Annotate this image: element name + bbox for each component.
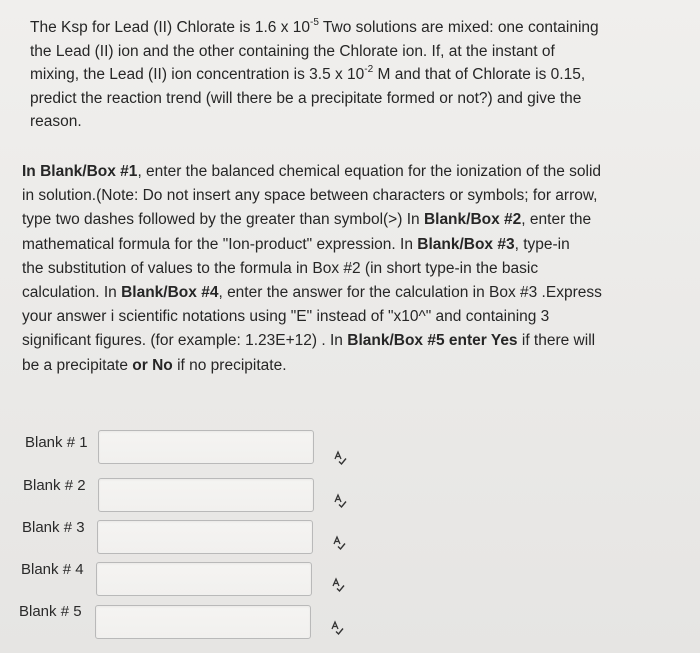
blank-input-4[interactable] <box>96 562 312 596</box>
blank-input-2[interactable] <box>98 478 314 512</box>
spellcheck-icon[interactable] <box>331 535 347 551</box>
spellcheck-icon[interactable] <box>329 620 345 636</box>
blank-label-3: Blank # 3 <box>22 519 85 536</box>
blank-input-3[interactable] <box>97 520 313 554</box>
blank-input-1[interactable] <box>98 430 314 464</box>
question-instructions: In Blank/Box #1, enter the balanced chemical equation for the ionization of the solid in solution.(Note: Do not insert any space between characters or symbols; for arrow, type two dashes followed by the greater than symbol(>) In Blank/Box #2, enter the mathematical formula for the "Ion-product" expression. In Blank/Box #3, type-in the substitution of values to the formula in Box #2 (in short type-in the basic calculation. In Blank/Box #4, enter the answer for the calculation in Box #3 .Express your answer i scientific notations using "E" instead of "x10^" and containing 3 significant figures. (for example: 1.23E+12) . In Blank/Box #5 enter Yes if there will be a precipitate or No if no precipitate. <box>22 163 602 374</box>
blank-input-5[interactable] <box>95 605 311 639</box>
spellcheck-icon[interactable] <box>332 450 348 466</box>
blank-label-4: Blank # 4 <box>21 561 84 578</box>
blank-label-2: Blank # 2 <box>23 477 86 494</box>
blank-label-1: Blank # 1 <box>25 434 88 451</box>
spellcheck-icon[interactable] <box>332 493 348 509</box>
question-intro: The Ksp for Lead (II) Chlorate is 1.6 x $10^{-5}$ Two solutions are mixed: one containing the Lead (II) ion and the other containing the Chlorate ion. If, at the instant of mixing, the Lead (II) ion concentration is 3.5 x $10^{-2}$ M and that of Chlorate is 0.15, predict the reaction trend (will there be a precipitate formed or not?) and give the reason. <box>30 16 599 130</box>
blank-label-5: Blank # 5 <box>19 603 82 620</box>
spellcheck-icon[interactable] <box>330 577 346 593</box>
